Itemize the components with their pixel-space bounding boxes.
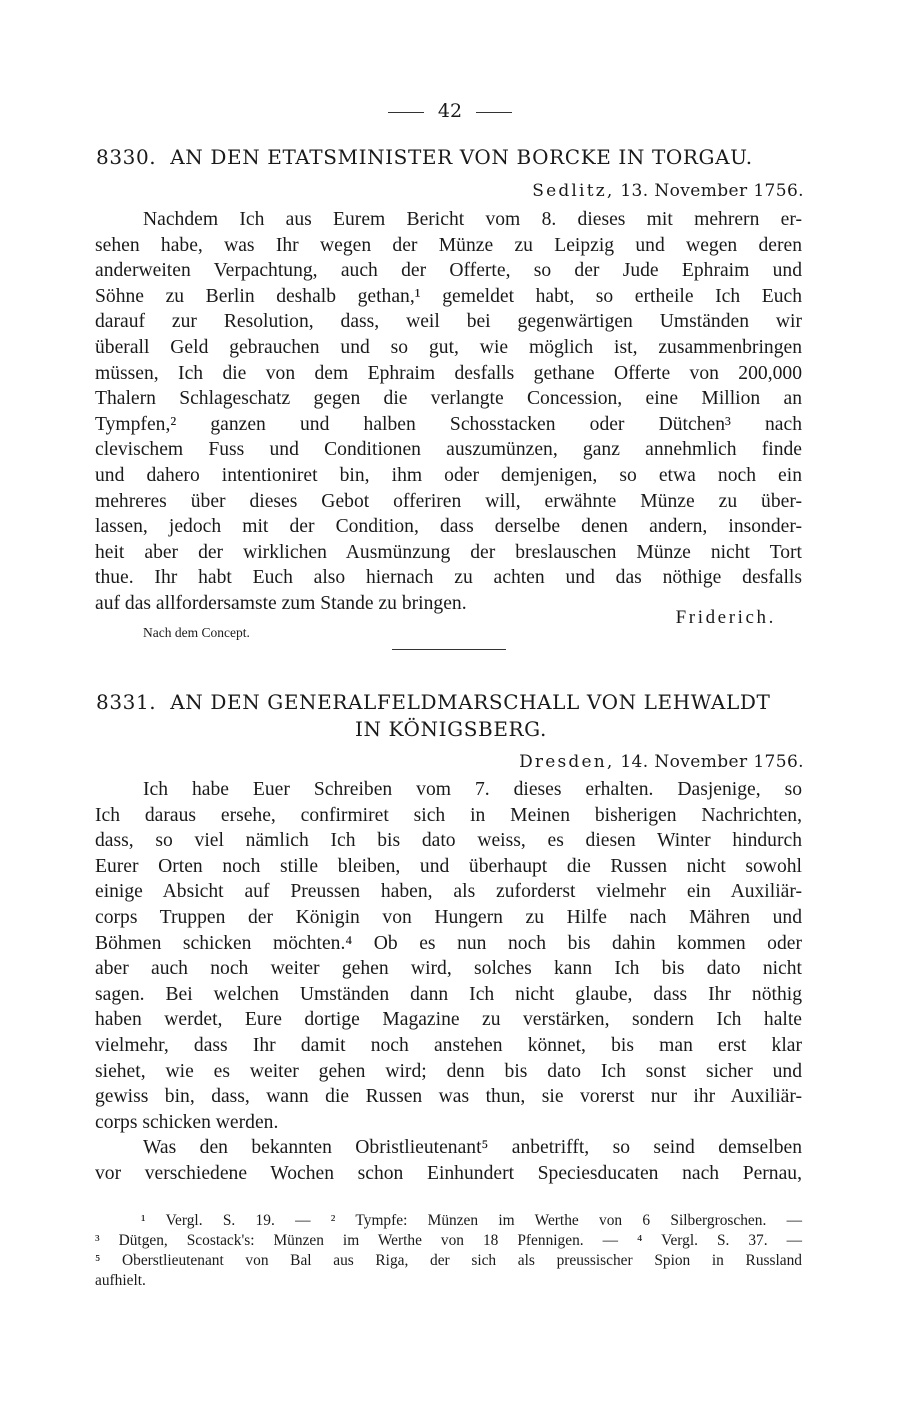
- letter-8330-body: [95, 207, 802, 617]
- letter-8331-body: [95, 777, 802, 1187]
- body-line: einige Absicht auf Preussen haben, als zuforderst vielmehr ein Auxiliär-: [95, 881, 802, 903]
- body-line: Was den bekannten Obristlieutenant⁵ anbetrifft, so seind demselben: [143, 1137, 802, 1159]
- body-line: und dahero intentioniret bin, ihm oder demjenigen, so etwa noch ein: [95, 464, 802, 486]
- source-note: Nach dem Concept.: [143, 625, 250, 640]
- body-line: Eurer Orten noch stille bleiben, und überhaupt die Russen nicht sowohl: [95, 855, 802, 877]
- body-line: siehet, wie es weiter gehen wird; denn bis dato Ich sonst sicher und: [95, 1060, 802, 1082]
- footnotes: [95, 1211, 802, 1291]
- letter-8330-heading: [96, 144, 806, 171]
- body-line: Nachdem Ich aus Eurem Bericht vom 8. dieses mit mehrern er-: [143, 209, 802, 230]
- body-line: müssen, Ich die von dem Ephraim desfalls gethane Offerte von 200,000: [95, 362, 802, 384]
- letter-date: 13. November 1756.: [620, 181, 804, 201]
- body-line: mehreres über dieses Gebot offeriren will, erwähnte Münze zu über-: [95, 490, 802, 512]
- letter-8330-dateline: [532, 181, 804, 201]
- body-line: Ich daraus ersehe, confirmiret sich in Meinen bisherigen Nachrichten,: [95, 804, 802, 826]
- letter-number: 8331.: [96, 690, 157, 714]
- page-number-dash-right: [476, 112, 512, 113]
- body-line: gewiss bin, dass, wann die Russen was thun, sie vorerst nur ihr Auxiliär-: [95, 1086, 802, 1108]
- body-line: dass, so viel nämlich Ich bis dato weiss, es diesen Winter hindurch: [95, 830, 802, 852]
- body-line: sagen. Bei welchen Umständen dann Ich nicht glaube, dass Ihr nöthig: [95, 983, 802, 1005]
- body-line: vor verschiedene Wochen schon Einhundert Speciesducaten nach Pernau,: [95, 1162, 802, 1184]
- body-line: clevischem Fuss und Conditionen auszumünzen, ganz annehmlich finde: [95, 439, 802, 461]
- body-line: Tympfen,² ganzen und halben Schosstacken oder Dütchen³ nach: [95, 413, 802, 435]
- body-line: überall Geld gebrauchen und so gut, wie möglich ist, zusammenbringen: [95, 336, 802, 358]
- body-line: vielmehr, dass Ihr damit noch anstehen könnet, bis man erst klar: [95, 1034, 802, 1056]
- body-line: heit aber der wirklichen Ausmünzung der breslauschen Münze nicht Tort: [95, 541, 802, 563]
- letter-place: Sedlitz,: [532, 181, 615, 201]
- body-line: Söhne zu Berlin deshalb gethan,¹ gemeldet habt, so ertheile Ich Euch: [95, 285, 802, 307]
- body-line: corps schicken werden.: [95, 1111, 279, 1133]
- body-line: corps Truppen der Königin von Hungern zu Hilfe nach Mähren und: [95, 906, 802, 928]
- body-line: haben werdet, Eure dortige Magazine zu verstärken, sondern Ich halte: [95, 1009, 802, 1031]
- body-line: anderweiten Verpachtung, auch der Offerte, so der Jude Ephraim und: [95, 260, 802, 282]
- body-line: thue. Ihr habt Euch also hiernach zu achten und das nöthige desfalls: [95, 567, 802, 589]
- letter-number: 8330.: [96, 145, 157, 169]
- letter-8331-heading: [96, 689, 806, 743]
- body-line: auf das allfordersamste zum Stande zu bringen.: [95, 592, 467, 614]
- body-line: aber auch noch weiter gehen wird, solches kann Ich bis dato nicht: [95, 958, 802, 980]
- letter-addressee: AN DEN ETATSMINISTER VON BORCKE IN TORGAU.: [170, 145, 753, 169]
- letter-addressee: AN DEN GENERALFELDMARSCHALL VON LEHWALDT: [170, 690, 771, 714]
- footnote-line: aufhielt.: [95, 1272, 146, 1289]
- page-number-text: 42: [437, 100, 463, 122]
- page-number-dash-left: [388, 112, 424, 113]
- body-line: darauf zur Resolution, dass, weil bei gegenwärtigen Umständen wir: [95, 311, 802, 333]
- body-line: Thalern Schlageschatz gegen die verlangte Concession, eine Million an: [95, 388, 802, 410]
- letter-place: Dresden,: [519, 752, 615, 772]
- body-line: lassen, jedoch mit der Condition, dass derselbe denen andern, insonder-: [95, 516, 802, 538]
- footnote-line: ¹ Vergl. S. 19. — ² Tympfe: Münzen im Werthe von 6 Silbergroschen. —: [141, 1212, 802, 1229]
- footnote-line: ⁵ Oberstlieutenant von Bal aus Riga, der sich als preussischer Spion in Russland: [95, 1252, 802, 1269]
- letter-date: 14. November 1756.: [620, 752, 804, 772]
- page-number: [0, 100, 900, 122]
- body-line: sehen habe, was Ihr wegen der Münze zu Leipzig und wegen deren: [95, 234, 802, 256]
- body-line: Ich habe Euer Schreiben vom 7. dieses erhalten. Dasjenige, so: [143, 779, 802, 800]
- signature: Friderich.: [675, 607, 776, 628]
- section-divider: [392, 649, 506, 650]
- footnote-line: ³ Dütgen, Scostack's: Münzen im Werthe von 18 Pfennigen. — ⁴ Vergl. S. 37. —: [95, 1232, 802, 1249]
- letter-8331-dateline: [519, 752, 804, 772]
- letter-addressee-location: IN KÖNIGSBERG.: [354, 717, 547, 741]
- body-line: Böhmen schicken möchten.⁴ Ob es nun noch bis dahin kommen oder: [95, 932, 802, 954]
